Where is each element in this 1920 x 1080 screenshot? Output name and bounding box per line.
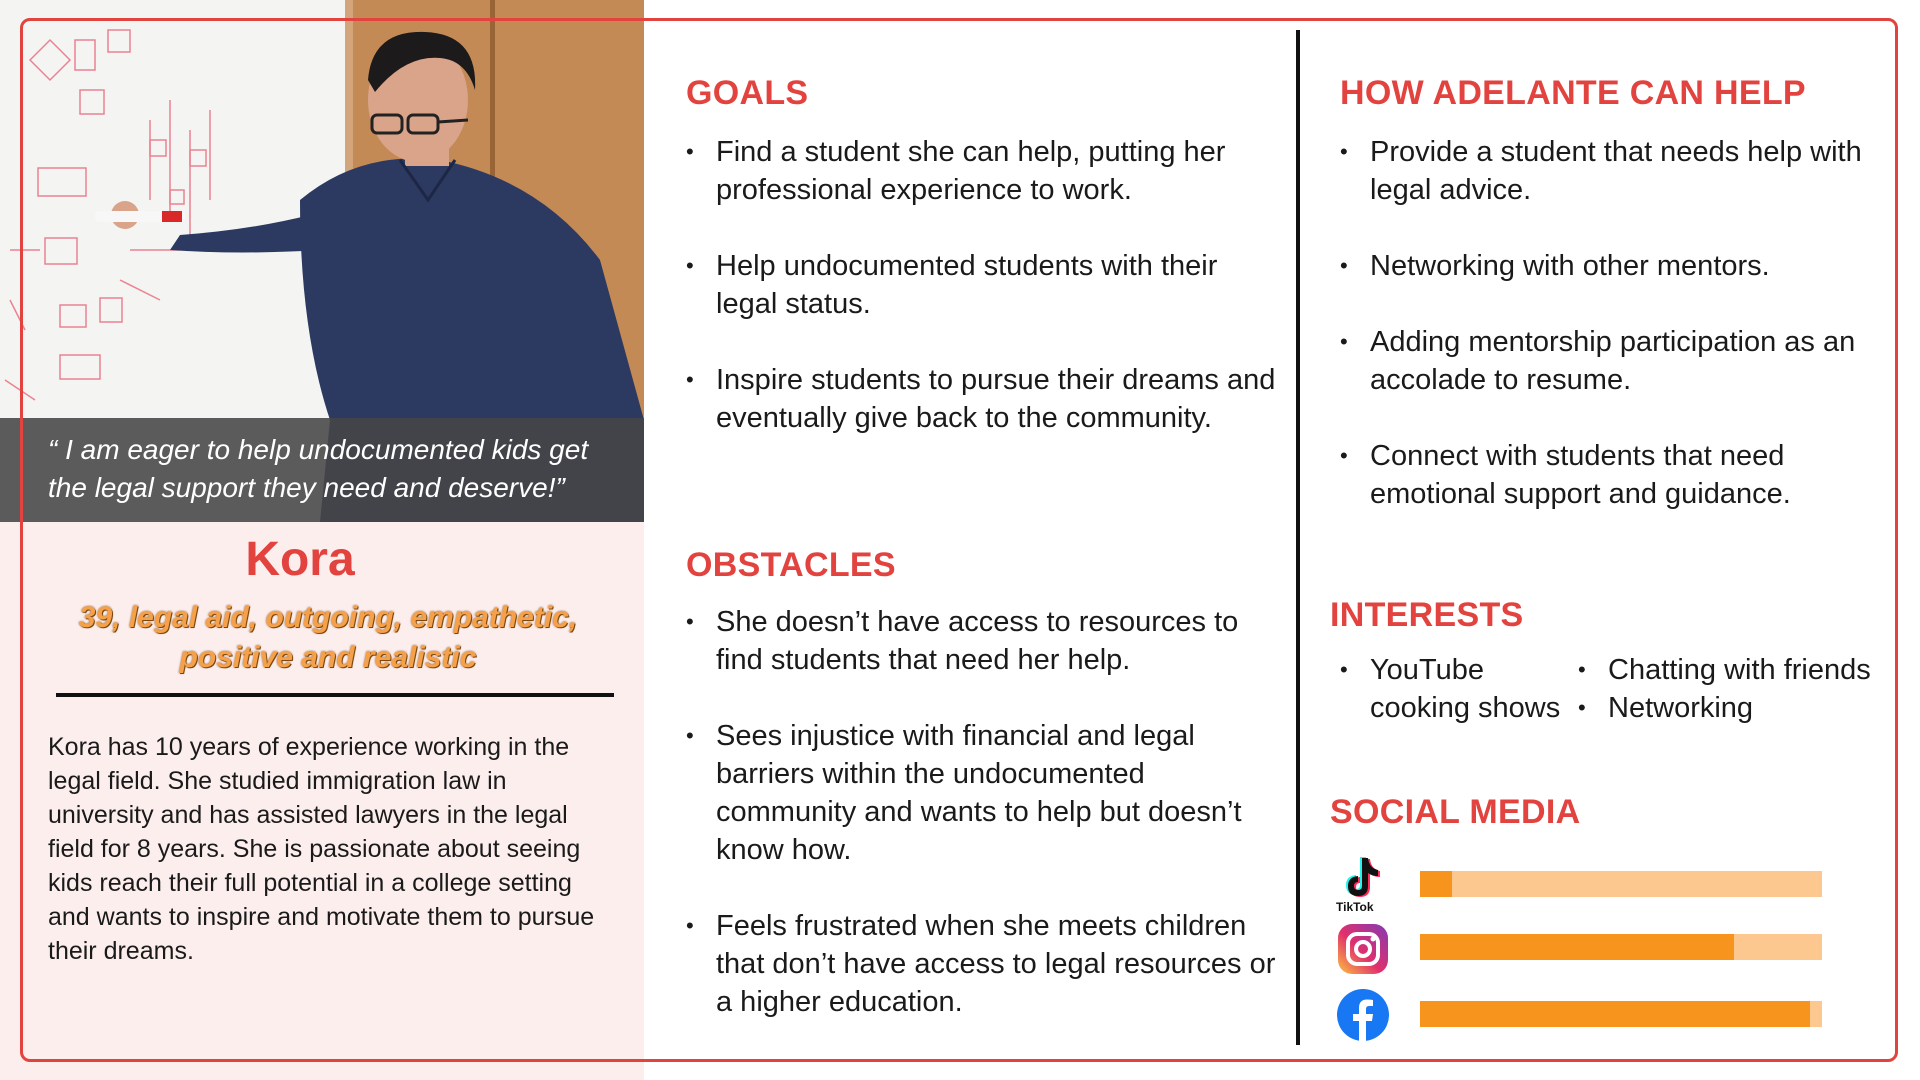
obstacle-item: • Sees injustice with financial and legal barriers within the undocumented community and wants to help but doesn’t know how. — [686, 717, 1286, 869]
interest-item: • Networking — [1578, 689, 1898, 727]
help-item: • Networking with other mentors. — [1340, 247, 1900, 285]
how-help-heading: HOW ADELANTE CAN HELP — [1340, 74, 1806, 112]
social-media-heading: SOCIAL MEDIA — [1330, 793, 1581, 831]
goal-item: • Find a student she can help, putting her professional experience to work. — [686, 133, 1286, 209]
help-item: • Adding mentorship participation as an accolade to resume. — [1340, 323, 1900, 399]
goal-item: • Inspire students to pursue their dreams and eventually give back to the community. — [686, 361, 1286, 437]
persona-quote: “ I am eager to help undocumented kids get the legal support they need and deserve!” — [48, 434, 589, 503]
goals-heading: GOALS — [686, 74, 809, 112]
help-item: • Connect with students that need emotional support and guidance. — [1340, 437, 1900, 513]
obstacle-item: • Feels frustrated when she meets children that don’t have access to legal resources or a higher education. — [686, 907, 1286, 1021]
goal-item: • Help undocumented students with their legal status. — [686, 247, 1286, 323]
obstacles-heading: OBSTACLES — [686, 546, 896, 584]
persona-tagline: 39, legal aid, outgoing, empathetic, positive and realistic — [78, 601, 578, 674]
obstacle-item: • She doesn’t have access to resources to find students that need her help. — [686, 603, 1286, 679]
persona-name: Kora — [245, 533, 355, 586]
help-item: • Provide a student that needs help with legal advice. — [1340, 133, 1900, 209]
card-frame — [20, 18, 1898, 1062]
persona-bio: Kora has 10 years of experience working in the legal field. She studied immigration law in university and has assisted lawyers in the legal field for 8 years. She is passionate about seeing kids reach their full potential in a college setting and wants to inspire and motivate them to pursue their dreams. — [48, 733, 595, 965]
interest-item: • YouTube cooking shows — [1340, 651, 1570, 727]
interests-heading: INTERESTS — [1330, 596, 1524, 634]
interest-item: • Chatting with friends — [1578, 651, 1898, 689]
tiktok-label: TikTok — [1336, 900, 1374, 914]
